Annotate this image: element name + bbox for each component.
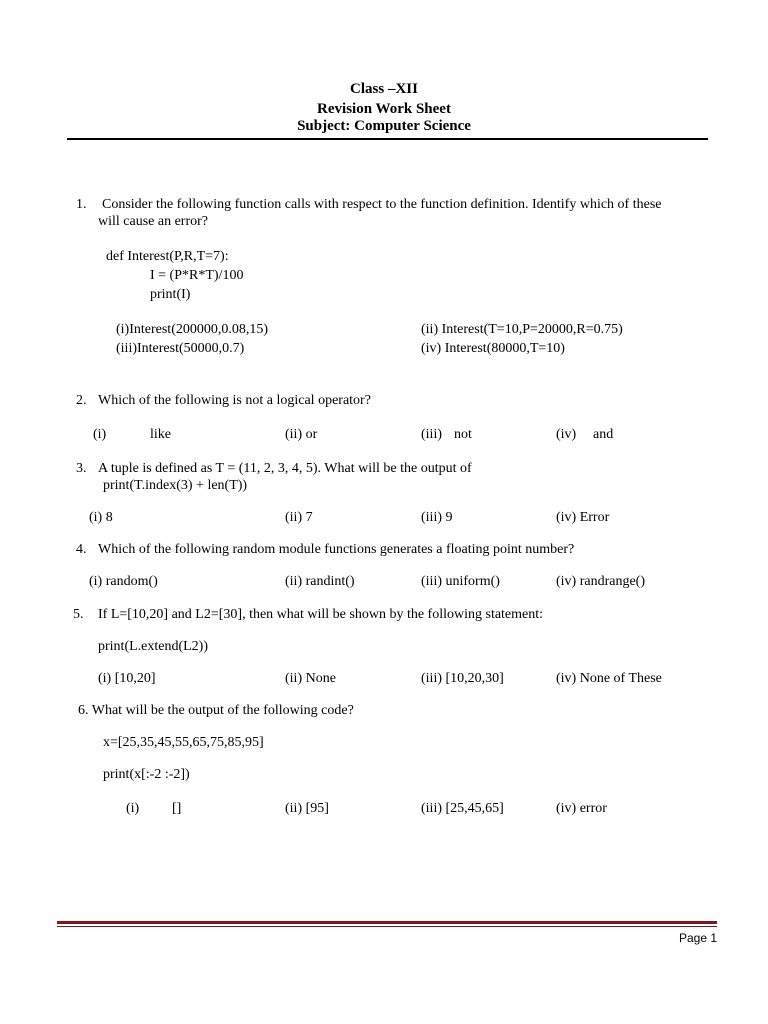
worksheet-title: Revision Work Sheet [317,101,451,117]
option-3: (iii) uniform() [421,574,500,589]
option-4: (iv) Interest(80000,T=10) [421,341,565,356]
question-number: 2. [76,393,87,408]
option-3: (iii) [10,20,30] [421,671,504,686]
option-2: (ii) Interest(T=10,P=20000,R=0.75) [421,322,623,337]
question-text: Consider the following function calls with respect to the function definition. Identify which of these [102,197,662,212]
option-2: (ii) None [285,671,336,686]
option-3: (iii) [25,45,65] [421,801,504,816]
option-3-label: (iii) [421,427,442,442]
code-line: def Interest(P,R,T=7): [106,249,229,264]
code-line: print(I) [150,287,191,302]
option-2: (ii) 7 [285,510,313,525]
option-1: (i) random() [89,574,158,589]
code-line: x=[25,35,45,55,65,75,85,95] [103,735,264,750]
question-text: Which of the following random module functions generates a floating point number? [98,542,575,557]
footer-divider [57,921,717,924]
code-line: print(x[:-2 :-2]) [103,767,190,782]
question-number: 1. [76,197,87,212]
question-text: A tuple is defined as T = (11, 2, 3, 4, 5). What will be the output of [98,461,472,476]
question-text: If L=[10,20] and L2=[30], then what will be shown by the following statement: [98,607,544,622]
option-4-value: and [593,427,614,442]
option-4: (iv) Error [556,510,610,525]
question-text-continued: will cause an error? [98,214,208,229]
option-4: (iv) randrange() [556,574,646,589]
subject-line: Subject: Computer Science [297,118,471,134]
code-line: print(L.extend(L2)) [98,639,209,654]
question-number: 3. [76,461,87,476]
option-4: (iv) None of These [556,671,662,686]
option-2: (ii) randint() [285,574,355,589]
option-4-label: (iv) [556,427,577,442]
option-1: (i)Interest(200000,0.08,15) [116,322,269,337]
option-3-value: not [454,427,472,442]
question-text: 6. What will be the output of the following code? [78,703,354,718]
option-4: (iv) error [556,801,607,816]
option-2: (ii) or [285,427,318,442]
option-1-label: (i) [93,427,107,442]
option-1: (i) 8 [89,510,113,525]
class-line: Class –XII [350,81,418,97]
option-3: (iii) 9 [421,510,453,525]
option-1-value: like [150,427,171,442]
option-2: (ii) [95] [285,801,329,816]
code-line: print(T.index(3) + len(T)) [103,478,248,493]
code-line: I = (P*R*T)/100 [150,268,244,283]
option-1: (i) [10,20] [98,671,156,686]
option-3: (iii)Interest(50000,0.7) [116,341,245,356]
question-number: 4. [76,542,87,557]
question-text: Which of the following is not a logical operator? [98,393,371,408]
option-1-value: [] [172,801,182,816]
question-number: 5. [73,607,84,622]
header-divider [67,138,708,140]
footer-divider-thin [57,926,717,927]
option-1-label: (i) [126,801,140,816]
page-number: Page 1 [679,931,718,945]
